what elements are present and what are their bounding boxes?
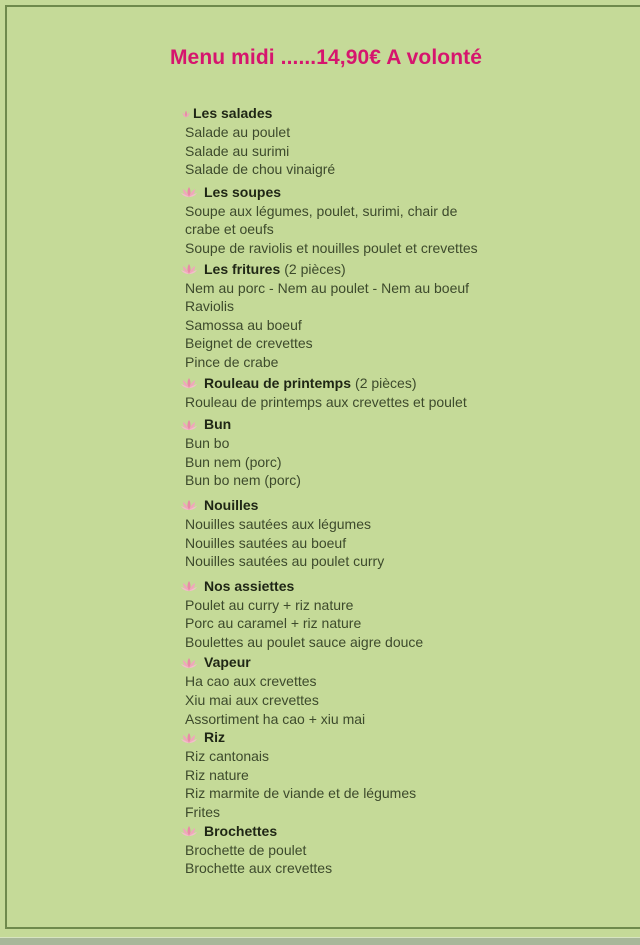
section-soupes	[180, 183, 520, 258]
section-vapeur	[180, 653, 520, 728]
section-title: Les salades	[193, 105, 273, 121]
section-note: (2 pièces)	[355, 374, 417, 391]
section-title: Bun	[204, 416, 232, 433]
menu-item: Raviolis	[185, 298, 235, 315]
lotus-flower-icon	[180, 825, 198, 837]
lotus-flower-icon	[180, 263, 198, 275]
menu-item: Nouilles sautées au boeuf	[185, 534, 347, 551]
menu-item: Riz cantonais	[185, 748, 270, 765]
menu-item: Nouilles sautées au poulet curry	[185, 553, 385, 570]
menu-item: Bun bo nem (porc)	[185, 472, 301, 489]
section-title: Nouilles	[204, 496, 259, 513]
menu-item: Soupe aux légumes, poulet, surimi, chair de crabe et oeufs	[185, 202, 458, 238]
menu-item: Beignet de crevettes	[185, 335, 313, 352]
section-bun	[180, 415, 520, 490]
lotus-flower-icon	[180, 732, 198, 744]
menu-item: Poulet au curry + riz nature	[185, 596, 354, 613]
section-header	[180, 183, 520, 202]
section-brochettes	[180, 822, 520, 878]
menu-item: Ha cao aux crevettes	[185, 673, 317, 690]
section-title: Les soupes	[204, 183, 282, 200]
section-salades	[180, 104, 520, 179]
section-header	[180, 104, 520, 123]
section-header	[180, 415, 520, 434]
section-title: Brochettes	[204, 822, 278, 839]
menu-item: Nouilles sautées aux légumes	[185, 515, 371, 532]
section-nos-assiettes	[180, 577, 520, 652]
section-title: Rouleau de printemps	[204, 374, 352, 391]
menu-item: Bun nem (porc)	[185, 453, 282, 470]
menu-item: Soupe de raviolis et nouilles poulet et crevettes	[185, 239, 478, 256]
section-riz	[180, 728, 520, 821]
menu-item: Brochette aux crevettes	[185, 860, 333, 877]
section-header	[180, 374, 520, 393]
menu-title: Menu midi ......14,90€ A volonté	[169, 46, 483, 69]
lotus-flower-icon	[180, 580, 198, 592]
section-header	[180, 260, 520, 279]
menu-item: Frites	[185, 804, 220, 821]
lotus-flower-icon	[180, 108, 192, 120]
section-rouleau-de-printemps	[180, 374, 520, 412]
menu-item: Nem au porc - Nem au poulet - Nem au boeuf	[185, 279, 470, 296]
lotus-flower-icon	[180, 499, 198, 511]
menu-item: Rouleau de printemps aux crevettes et poulet	[185, 393, 467, 410]
menu-item: Bun bo	[185, 435, 230, 452]
menu-item: Riz nature	[185, 766, 249, 783]
menu-item: Assortiment ha cao + xiu mai	[185, 710, 366, 727]
menu-list	[180, 104, 520, 880]
section-title: Les fritures	[204, 260, 281, 277]
menu-item: Pince de crabe	[185, 353, 279, 370]
menu-item: Salade au surimi	[185, 142, 290, 159]
section-header	[180, 577, 520, 596]
menu-item: Boulettes au poulet sauce aigre douce	[185, 633, 424, 650]
section-title: Nos assiettes	[204, 577, 295, 594]
menu-item: Salade au poulet	[185, 124, 291, 140]
section-header	[180, 728, 520, 747]
menu-item: Salade de chou vinaigré	[185, 161, 336, 178]
section-header	[180, 496, 520, 515]
section-header	[180, 822, 520, 841]
lotus-flower-icon	[180, 186, 198, 198]
menu-item: Porc au caramel + riz nature	[185, 615, 362, 632]
lotus-flower-icon	[180, 657, 198, 669]
lotus-flower-icon	[180, 377, 198, 389]
section-note: (2 pièces)	[284, 260, 346, 277]
section-fritures	[180, 260, 520, 372]
section-header	[180, 653, 520, 672]
menu-item: Brochette de poulet	[185, 841, 307, 858]
menu-item: Xiu mai aux crevettes	[185, 692, 319, 709]
menu-item: Samossa au boeuf	[185, 316, 302, 333]
section-nouilles	[180, 496, 520, 571]
section-title: Vapeur	[204, 654, 251, 671]
lotus-flower-icon	[180, 419, 198, 431]
section-title: Riz	[204, 729, 225, 746]
menu-item: Riz marmite de viande et de légumes	[185, 785, 417, 802]
